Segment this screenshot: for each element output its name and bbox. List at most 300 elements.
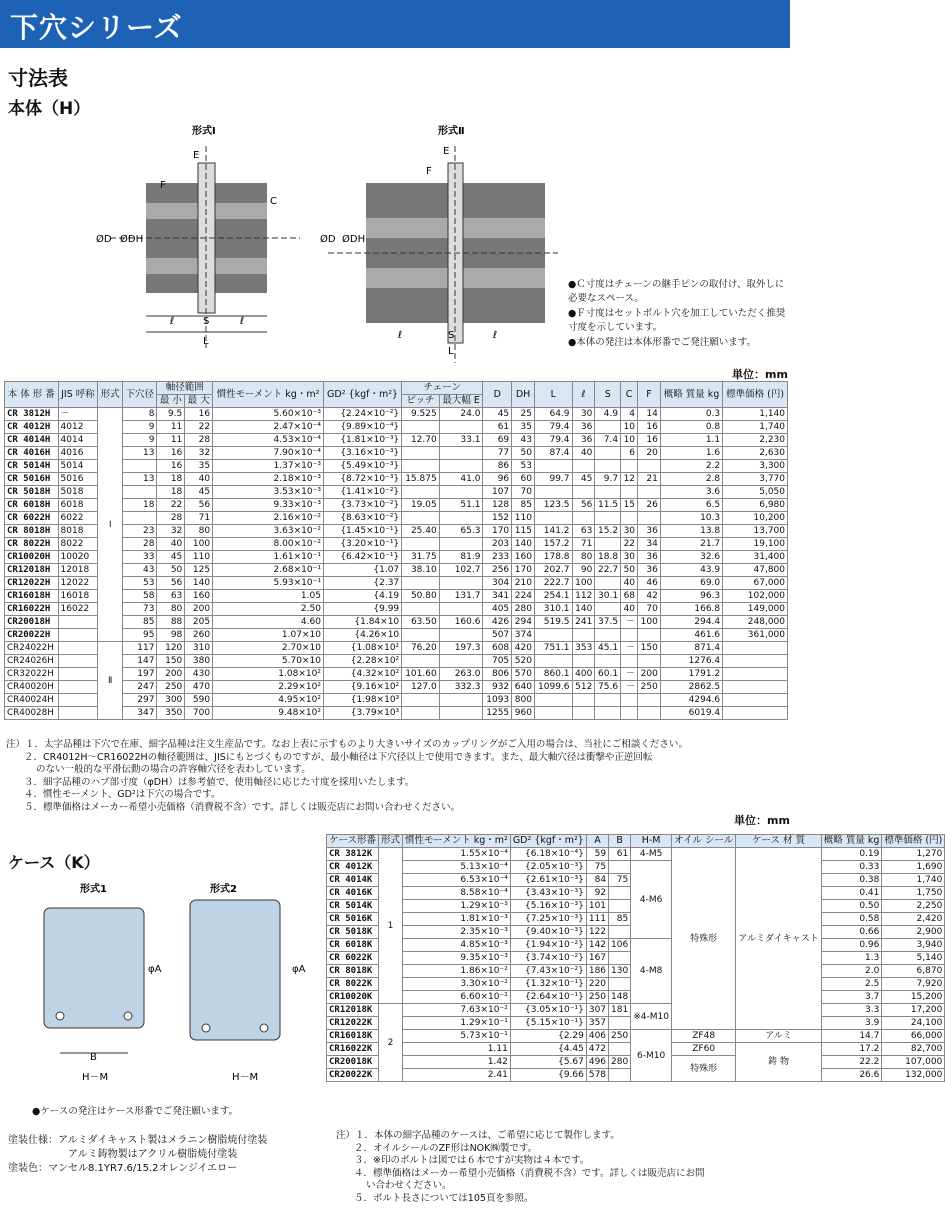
- table-cell: 5016: [58, 473, 98, 486]
- table-cell: [595, 707, 621, 720]
- table-cell: 3,940: [882, 939, 945, 952]
- table-cell: －: [621, 668, 638, 681]
- table-cell: [572, 629, 595, 642]
- table-cell: [609, 887, 631, 900]
- table-cell: 66,000: [882, 1030, 945, 1043]
- table-cell: 96: [483, 473, 512, 486]
- table-cell: CR 8018K: [327, 965, 379, 978]
- table-cell: 157.2: [534, 538, 572, 551]
- col-header: 形式: [98, 382, 123, 408]
- table-cell: 472: [586, 1043, 608, 1056]
- table-cell: 30: [621, 551, 638, 564]
- table-row: [5, 538, 788, 551]
- table-cell: 13.8: [660, 525, 722, 538]
- table-cell: [439, 694, 483, 707]
- table-cell: 2.18×10⁻³: [213, 473, 324, 486]
- svg-text:F: F: [160, 180, 166, 191]
- table-cell: 31,400: [723, 551, 788, 564]
- table-cell: 140: [512, 538, 535, 551]
- table-cell: 6: [621, 447, 638, 460]
- table-cell: 6018: [58, 499, 98, 512]
- table-cell: 128: [483, 499, 512, 512]
- table-row: [327, 848, 945, 861]
- table-cell: 9.7: [595, 473, 621, 486]
- table-cell: 28: [157, 512, 185, 525]
- table-cell: [58, 616, 98, 629]
- col-header: 最 小: [157, 395, 185, 408]
- table-cell: 110: [512, 512, 535, 525]
- table-cell: 127.0: [402, 681, 440, 694]
- case-title: ケース（K）: [8, 853, 100, 872]
- case-diagram: [10, 878, 320, 1118]
- table-cell: [534, 512, 572, 525]
- col-header: ℓ: [572, 382, 595, 408]
- table-cell: 2.41: [403, 1069, 511, 1082]
- table-cell: 45: [185, 486, 213, 499]
- table-cell: {1.08×10²: [323, 642, 401, 655]
- table-cell: 111: [586, 913, 608, 926]
- col-header: 本 体 形 番: [5, 382, 59, 408]
- table-cell: 247: [123, 681, 157, 694]
- note-line: い合わせください。: [366, 1180, 452, 1191]
- table-cell: CR 8022H: [5, 538, 59, 551]
- table-cell: [609, 1069, 631, 1082]
- table-cell: 125: [185, 564, 213, 577]
- table-cell: {5.67: [510, 1056, 586, 1069]
- table-cell: 1.07×10: [213, 629, 324, 642]
- diagram-notes: [568, 278, 788, 351]
- svg-text:ØD: ØD: [96, 234, 112, 245]
- table-cell: 6,980: [723, 499, 788, 512]
- table-cell: 4.53×10⁻⁴: [213, 434, 324, 447]
- table-cell: [595, 629, 621, 642]
- table-cell: 160: [185, 590, 213, 603]
- table-cell: CR 6022K: [327, 952, 379, 965]
- oil-cell: ZF48: [671, 1030, 735, 1043]
- table-row: [5, 668, 788, 681]
- table-cell: {3.05×10⁻¹}: [510, 1004, 586, 1017]
- table-cell: 2,900: [882, 926, 945, 939]
- table-cell: 17.2: [821, 1043, 882, 1056]
- svg-text:ØDH: ØDH: [120, 234, 144, 245]
- table-cell: CR24026H: [5, 655, 59, 668]
- table-cell: 8.58×10⁻⁴: [403, 887, 511, 900]
- table-row: [5, 707, 788, 720]
- table-cell: 405: [483, 603, 512, 616]
- table-cell: [621, 707, 638, 720]
- table-cell: [402, 629, 440, 642]
- table-cell: 960: [512, 707, 535, 720]
- table-cell: 80: [157, 603, 185, 616]
- table-cell: 19.05: [402, 499, 440, 512]
- table-cell: 148: [609, 991, 631, 1004]
- table-cell: 250: [638, 681, 661, 694]
- table-cell: 22.7: [595, 564, 621, 577]
- table-cell: 32.6: [660, 551, 722, 564]
- table-row: [5, 421, 788, 434]
- table-cell: [609, 900, 631, 913]
- table-cell: 100: [185, 538, 213, 551]
- table-cell: 347: [123, 707, 157, 720]
- table-cell: [58, 668, 98, 681]
- hm-cell: 4-M8: [631, 939, 672, 1004]
- table-cell: 47,800: [723, 564, 788, 577]
- table-cell: 2,230: [723, 434, 788, 447]
- table-cell: 430: [185, 668, 213, 681]
- table-cell: 13: [123, 473, 157, 486]
- table-cell: 1255: [483, 707, 512, 720]
- table-cell: 406: [586, 1030, 608, 1043]
- table-cell: 6022: [58, 512, 98, 525]
- table-cell: CR32022H: [5, 668, 59, 681]
- units-label: 単位：mm: [732, 368, 788, 381]
- svg-text:E: E: [193, 150, 200, 161]
- table-cell: 14.7: [821, 1030, 882, 1043]
- material-cell: 鋳 物: [736, 1043, 821, 1082]
- table-cell: {1.41×10⁻²}: [323, 486, 401, 499]
- table-cell: 426: [483, 616, 512, 629]
- table-cell: 4.85×10⁻³: [403, 939, 511, 952]
- table-cell: 2.35×10⁻³: [403, 926, 511, 939]
- table-cell: 507: [483, 629, 512, 642]
- table-cell: [439, 447, 483, 460]
- table-cell: {7.25×10⁻³}: [510, 913, 586, 926]
- table-cell: 1,140: [723, 408, 788, 421]
- table-cell: 1,740: [882, 874, 945, 887]
- table-cell: 200: [638, 668, 661, 681]
- col-header: 下穴径: [123, 382, 157, 408]
- table-cell: CR 6018K: [327, 939, 379, 952]
- table-cell: 10: [621, 434, 638, 447]
- table-cell: 0.41: [821, 887, 882, 900]
- table-cell: 570: [512, 668, 535, 681]
- note-line: ５．標準価格はメーカー希望小売価格（消費税不含）です。詳しくは販売店にお問い合わせください。: [24, 801, 461, 813]
- table-cell: 210: [512, 577, 535, 590]
- table-cell: CR16018K: [327, 1030, 379, 1043]
- table-cell: 69.0: [660, 577, 722, 590]
- svg-text:B: B: [90, 1052, 97, 1063]
- table-cell: {3.79×10³: [323, 707, 401, 720]
- table-cell: 22: [157, 499, 185, 512]
- table-cell: {3.73×10⁻²}: [323, 499, 401, 512]
- table-cell: 64.9: [534, 408, 572, 421]
- table-cell: 51.1: [439, 499, 483, 512]
- type-cell: Ⅱ: [98, 642, 123, 720]
- table-cell: [439, 707, 483, 720]
- material-cell: アルミダイキャスト: [736, 848, 821, 1030]
- table-cell: [402, 707, 440, 720]
- table-cell: CR12018H: [5, 564, 59, 577]
- table-cell: 38.10: [402, 564, 440, 577]
- table-cell: 297: [123, 694, 157, 707]
- table-cell: 50: [157, 564, 185, 577]
- table-cell: [638, 486, 661, 499]
- table-cell: {3.16×10⁻³}: [323, 447, 401, 460]
- table-cell: 96.3: [660, 590, 722, 603]
- col-header: 概略 質量 kg: [660, 382, 722, 408]
- table-cell: 102,000: [723, 590, 788, 603]
- table-cell: 224: [512, 590, 535, 603]
- table-cell: 140: [572, 603, 595, 616]
- table-cell: [595, 447, 621, 460]
- table-cell: {6.18×10⁻⁴}: [510, 848, 586, 861]
- table-cell: 353: [572, 642, 595, 655]
- table-cell: 130: [609, 965, 631, 978]
- table-cell: 13: [123, 447, 157, 460]
- table-cell: 10: [621, 421, 638, 434]
- table-cell: 806: [483, 668, 512, 681]
- table-cell: 0.66: [821, 926, 882, 939]
- table-cell: 11: [157, 421, 185, 434]
- table-row: [5, 473, 788, 486]
- col-header: ピッチ: [402, 395, 440, 408]
- table-cell: 88: [157, 616, 185, 629]
- table-cell: {2.64×10⁻¹}: [510, 991, 586, 1004]
- table-cell: 67,000: [723, 577, 788, 590]
- table-cell: 36: [638, 564, 661, 577]
- table-cell: 8018: [58, 525, 98, 538]
- table-cell: 203: [483, 538, 512, 551]
- table-cell: 107,000: [882, 1056, 945, 1069]
- table-cell: 1.37×10⁻³: [213, 460, 324, 473]
- paint-line: アルミ鋳物製はアクリル樹脂焼付塗装: [68, 1149, 238, 1160]
- table-cell: 250: [157, 681, 185, 694]
- table-cell: CR 5018H: [5, 486, 59, 499]
- table-cell: 131.7: [439, 590, 483, 603]
- table-cell: 28: [185, 434, 213, 447]
- table-cell: CR10020K: [327, 991, 379, 1004]
- table-cell: 40: [621, 577, 638, 590]
- table-cell: 80: [185, 525, 213, 538]
- table-cell: 31.75: [402, 551, 440, 564]
- table-cell: 1,740: [723, 421, 788, 434]
- table-cell: 800: [512, 694, 535, 707]
- table-cell: 59: [586, 848, 608, 861]
- table-cell: 10.3: [660, 512, 722, 525]
- svg-text:形式1: 形式1: [80, 884, 107, 895]
- table-cell: 0.19: [821, 848, 882, 861]
- body-dimension-table: [4, 381, 788, 720]
- table-cell: 197.3: [439, 642, 483, 655]
- case-units-label: 単位：mm: [734, 814, 790, 827]
- table-cell: 5.70×10: [213, 655, 324, 668]
- table-cell: 24,100: [882, 1017, 945, 1030]
- type2-label: 形式Ⅱ: [438, 126, 465, 137]
- col-header: 慣性モーメント kg・m²: [403, 835, 511, 848]
- table-cell: 166.8: [660, 603, 722, 616]
- hm-cell: ※4-M10: [631, 1004, 672, 1030]
- hm-cell: 4-M5: [631, 848, 672, 861]
- table-cell: [638, 512, 661, 525]
- table-cell: [638, 629, 661, 642]
- table-row: [5, 447, 788, 460]
- table-cell: 304: [483, 577, 512, 590]
- col-header: S: [595, 382, 621, 408]
- case-notes: [336, 1130, 705, 1205]
- table-cell: [723, 642, 788, 655]
- table-cell: [595, 512, 621, 525]
- table-cell: 1,270: [882, 848, 945, 861]
- table-cell: 75: [586, 861, 608, 874]
- table-cell: 37.5: [595, 616, 621, 629]
- svg-text:H－M: H－M: [82, 1072, 109, 1083]
- table-row: [5, 577, 788, 590]
- table-cell: 117: [123, 642, 157, 655]
- table-cell: 13,700: [723, 525, 788, 538]
- table-cell: 250: [586, 991, 608, 1004]
- table-cell: 1.29×10⁻³: [403, 900, 511, 913]
- note-line: ４．標準価格はメーカー希望小売価格（消費税不含）です。詳しくは販売店にお問: [354, 1167, 705, 1179]
- svg-text:ØD: ØD: [320, 234, 336, 245]
- note-line: 注）１．太字品種は下穴で在庫、細字品種は注文生産品です。なお上表に示すものより大きいサイズのカップリングがご入用の場合は、当社にご相談ください。: [6, 739, 688, 750]
- table-cell: 71: [572, 538, 595, 551]
- table-cell: [595, 538, 621, 551]
- table-cell: [402, 694, 440, 707]
- table-cell: [595, 694, 621, 707]
- table-cell: [595, 421, 621, 434]
- table-cell: {5.15×10⁻¹}: [510, 1017, 586, 1030]
- table-cell: 11: [157, 434, 185, 447]
- table-cell: [638, 707, 661, 720]
- col-header: A: [586, 835, 608, 848]
- table-cell: 20: [638, 447, 661, 460]
- table-cell: {1.07: [323, 564, 401, 577]
- table-cell: {4.32×10²: [323, 668, 401, 681]
- table-cell: 7.63×10⁻²: [403, 1004, 511, 1017]
- table-cell: 4294.6: [660, 694, 722, 707]
- table-cell: 1.86×10⁻²: [403, 965, 511, 978]
- table-cell: 5018: [58, 486, 98, 499]
- table-cell: 152: [483, 512, 512, 525]
- hm-cell: 4-M6: [631, 861, 672, 939]
- table-cell: [534, 486, 572, 499]
- table-cell: 4014: [58, 434, 98, 447]
- table-cell: CR 8018H: [5, 525, 59, 538]
- coupling-diagram-type1: [90, 118, 320, 378]
- note-line: 注）１．本体の細字品種のケースは、ご希望に応じて製作します。: [336, 1130, 620, 1141]
- table-cell: 18: [123, 499, 157, 512]
- table-cell: 0.3: [660, 408, 722, 421]
- table-cell: 8022: [58, 538, 98, 551]
- table-cell: 75.6: [595, 681, 621, 694]
- table-cell: 9.48×10²: [213, 707, 324, 720]
- table-cell: 16: [157, 447, 185, 460]
- table-cell: [609, 1043, 631, 1056]
- col-header: ケース 材 質: [736, 835, 821, 848]
- table-cell: 1.11: [403, 1043, 511, 1056]
- table-cell: 7.90×10⁻⁴: [213, 447, 324, 460]
- note-line: ３．※印のボルトは図では６本ですが実物は４本です。: [354, 1155, 590, 1166]
- table-cell: {9.40×10⁻³}: [510, 926, 586, 939]
- col-header: JIS 呼称: [58, 382, 98, 408]
- table-cell: CR20018K: [327, 1056, 379, 1069]
- table-cell: 3.6: [660, 486, 722, 499]
- svg-text:C: C: [270, 196, 277, 207]
- table-cell: 46: [638, 577, 661, 590]
- table-cell: 45: [157, 551, 185, 564]
- col-header: D: [483, 382, 512, 408]
- table-cell: {3.20×10⁻¹}: [323, 538, 401, 551]
- table-cell: 150: [638, 642, 661, 655]
- table-cell: 0.50: [821, 900, 882, 913]
- table-cell: [595, 603, 621, 616]
- table-cell: [723, 681, 788, 694]
- table-cell: [595, 655, 621, 668]
- table-cell: 30.1: [595, 590, 621, 603]
- table-cell: 32: [185, 447, 213, 460]
- table-cell: 380: [185, 655, 213, 668]
- table-cell: 2.5: [821, 978, 882, 991]
- svg-text:E: E: [443, 146, 450, 157]
- table-cell: 307: [586, 1004, 608, 1017]
- table-cell: 14: [638, 408, 661, 421]
- table-cell: {8.63×10⁻²}: [323, 512, 401, 525]
- table-cell: 3.63×10⁻²: [213, 525, 324, 538]
- table-cell: {5.49×10⁻³}: [323, 460, 401, 473]
- table-cell: 35: [512, 421, 535, 434]
- table-cell: [402, 655, 440, 668]
- left-hub: [146, 183, 198, 293]
- table-cell: {5.16×10⁻³}: [510, 900, 586, 913]
- table-cell: 181: [609, 1004, 631, 1017]
- table-cell: 6.5: [660, 499, 722, 512]
- table-row: [5, 408, 788, 421]
- table-cell: 12: [621, 473, 638, 486]
- table-cell: 1.55×10⁻⁴: [403, 848, 511, 861]
- table-row: [327, 861, 945, 874]
- col-header: DH: [512, 382, 535, 408]
- table-cell: 101.60: [402, 668, 440, 681]
- svg-text:L: L: [203, 336, 209, 347]
- form-cell: 1: [379, 848, 403, 1004]
- table-cell: 5.93×10⁻¹: [213, 577, 324, 590]
- table-cell: 16022: [58, 603, 98, 616]
- table-cell: 40: [621, 603, 638, 616]
- table-row: [5, 525, 788, 538]
- table-cell: －: [621, 642, 638, 655]
- table-cell: 9: [123, 421, 157, 434]
- table-cell: 1.29×10⁻¹: [403, 1017, 511, 1030]
- table-cell: {2.24×10⁻²}: [323, 408, 401, 421]
- table-cell: 50: [621, 564, 638, 577]
- col-header: チェーン: [402, 382, 483, 395]
- table-cell: 63.50: [402, 616, 440, 629]
- col-header: B: [609, 835, 631, 848]
- table-cell: 80: [572, 551, 595, 564]
- table-cell: CR24022H: [5, 642, 59, 655]
- table-cell: [621, 486, 638, 499]
- table-row: [5, 681, 788, 694]
- oil-cell: ZF60: [671, 1043, 735, 1056]
- table-cell: {9.99: [323, 603, 401, 616]
- table-cell: [621, 629, 638, 642]
- table-cell: 40: [185, 473, 213, 486]
- table-cell: 50.80: [402, 590, 440, 603]
- table-cell: 294.4: [660, 616, 722, 629]
- table-cell: CR 5016K: [327, 913, 379, 926]
- table-cell: [402, 447, 440, 460]
- table-cell: 41.0: [439, 473, 483, 486]
- table-cell: [621, 694, 638, 707]
- table-cell: 3.9: [821, 1017, 882, 1030]
- table-cell: 43: [123, 564, 157, 577]
- table-cell: 63: [157, 590, 185, 603]
- table-cell: 122: [586, 926, 608, 939]
- table-row: [5, 616, 788, 629]
- table-cell: 30: [572, 408, 595, 421]
- col-header: 概略 質量 kg: [821, 835, 882, 848]
- table-cell: 45.1: [595, 642, 621, 655]
